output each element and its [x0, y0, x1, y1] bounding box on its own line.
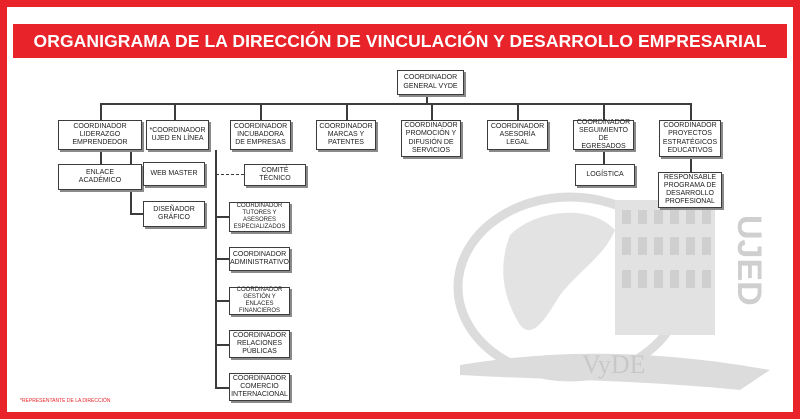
node-logistica: LOGÍSTICA — [575, 164, 635, 186]
connector-line — [215, 150, 217, 388]
node-gestion-enlaces: COORDINADOR GESTIÓN Y ENLACES FINANCIEROS — [229, 287, 290, 315]
connector-line — [100, 103, 102, 120]
title-banner — [13, 24, 787, 58]
node-ujed-en-linea: *COORDINADOR UJED EN LÍNEA — [146, 120, 209, 150]
node-administrativo: COORDINADOR ADMINISTRATIVO — [229, 247, 290, 271]
node-relaciones-publicas: COORDINADOR RELACIONES PÚBLICAS — [229, 330, 290, 358]
node-marcas-patentes: COORDINADOR MARCAS Y PATENTES — [316, 120, 376, 150]
footnote: *REPRESENTANTE DE LA DIRECCIÓN — [20, 398, 111, 404]
watermark-vyde: VyDE — [582, 350, 646, 379]
connector-line — [215, 387, 229, 389]
node-liderazgo-emprendedor: COORDINADOR LIDERAZGO EMPRENDEDOR — [58, 120, 142, 150]
node-comercio-internacional: COORDINADOR COMERCIO INTERNACIONAL — [229, 373, 290, 401]
connector-line — [690, 103, 692, 120]
connector-line — [215, 216, 229, 218]
continent-shape — [503, 213, 615, 330]
connector-line — [517, 103, 519, 120]
node-asesoria-legal: COORDINADOR ASESORÍA LEGAL — [487, 120, 548, 150]
node-tutores-asesores: COORDINADOR TUTORES Y ASESORES ESPECIALIZADOS — [229, 202, 290, 232]
node-incubadora: COORDINADOR INCUBADORA DE EMPRESAS — [230, 120, 291, 150]
connector-line — [260, 103, 262, 120]
connector-line — [215, 300, 229, 302]
ujed-watermark-logo — [440, 175, 785, 405]
connector-line — [100, 150, 102, 164]
connector-line — [130, 213, 143, 215]
page-title: ORGANIGRAMA DE LA DIRECCIÓN DE VINCULACIÓN Y DESARROLLO EMPRESARIAL — [33, 30, 767, 51]
node-web-master: WEB MASTER — [143, 162, 205, 186]
node-coordinador-general: COORDINADOR GENERAL VYDE — [397, 70, 464, 95]
node-responsable-programa: RESPONSABLE PROGRAMA DE DESARROLLO PROFESIONAL — [658, 172, 722, 208]
connector-line — [174, 103, 176, 120]
node-enlace-academico: ENLACE ACADÉMICO — [58, 164, 142, 190]
node-comite-tecnico: COMITÉ TÉCNICO — [244, 164, 306, 186]
connector-line — [215, 258, 229, 260]
connector-line — [100, 103, 690, 105]
node-promocion-difusion: COORDINADOR PROMOCIÓN Y DIFUSIÓN DE SERVICIOS — [401, 120, 461, 157]
dashed-connector — [216, 174, 244, 175]
watermark-ujed: UJED — [730, 215, 768, 306]
connector-line — [603, 150, 605, 164]
connector-line — [603, 103, 605, 120]
connector-line — [431, 103, 433, 120]
connector-line — [215, 344, 229, 346]
node-seguimiento-egresados: COORDINADOR SEGUIMIENTO DE EGRESADOS — [573, 120, 634, 150]
connector-line — [346, 103, 348, 120]
node-disenador-grafico: DISEÑADOR GRÁFICO — [143, 201, 205, 227]
node-proyectos-estrategicos: COORDINADOR PROYECTOS ESTRATÉGICOS EDUCATIVOS — [659, 120, 721, 157]
